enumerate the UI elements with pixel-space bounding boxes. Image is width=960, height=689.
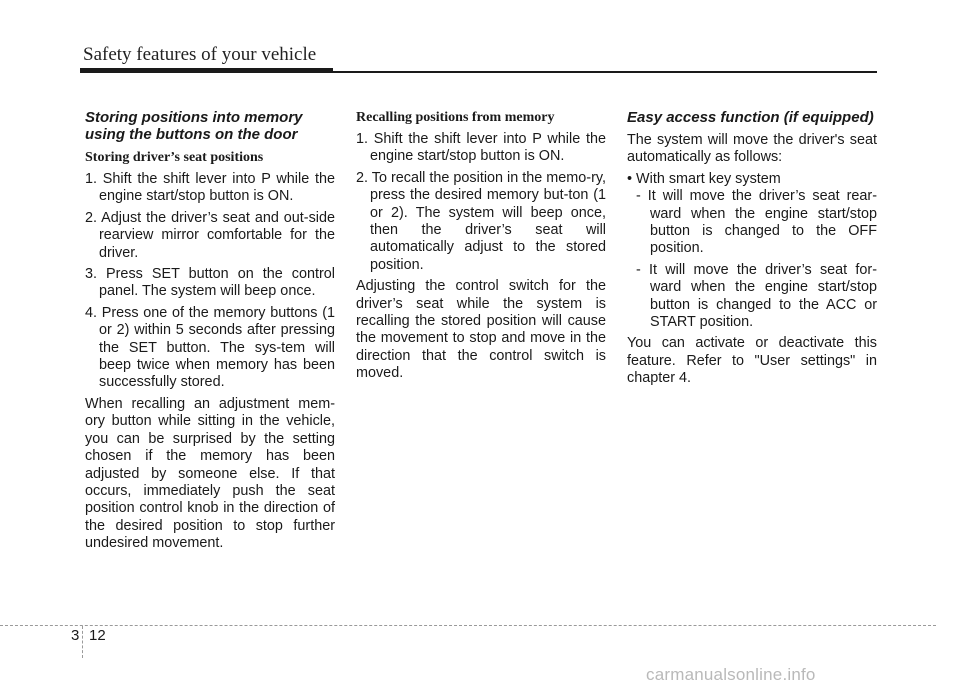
storing-caution-paragraph: When recalling an adjustment mem-ory button while sitting in the vehicle, you can be surprised by the setting chosen if the memory has been adjusted by someone else. If that occurs, immediately push the seat position control knob in the direction of the desired position to stop further undesired movement.	[85, 395, 335, 552]
column-storing-positions	[85, 109, 335, 557]
header-rule-thick	[80, 68, 333, 73]
header-rule-thin	[333, 71, 877, 73]
sub-title-recalling: Recalling positions from memory	[356, 110, 555, 125]
list-item: 4. Press one of the memory buttons (1 or 2) within 5 seconds after pressing the SET button. The sys-tem will beep twice when memory has been successfully stored.	[85, 304, 335, 391]
easy-access-settings-note: You can activate or deactivate this feature. Refer to "User settings" in chapter 4.	[627, 335, 877, 387]
column-easy-access	[627, 109, 877, 392]
column-recalling-positions	[356, 109, 606, 387]
list-item: - It will move the driver’s seat for-ward when the engine start/stop button is changed to the ACC or START position.	[636, 261, 877, 331]
list-item: 2. Adjust the driver’s seat and out-side rearview mirror comfortable for the driver.	[85, 209, 335, 261]
list-item: 3. Press SET button on the control panel. The system will beep once.	[85, 266, 335, 300]
recalling-steps-list	[356, 131, 606, 274]
page-chapter-number: 3	[71, 627, 80, 644]
page-number-separator	[82, 626, 83, 658]
watermark-text: carmanualsonline.info	[646, 665, 816, 684]
list-item: 1. Shift the shift lever into P while the engine start/stop button is ON.	[356, 131, 606, 165]
recalling-note-paragraph: Adjusting the control switch for the driver’s seat while the system is recalling the stored position will cause the movement to stop and move in the direction that the control switch is moved.	[356, 278, 606, 382]
list-item: - It will move the driver’s seat rear-ward when the engine start/stop button is changed to the OFF position.	[636, 188, 877, 257]
footer-dashed-rule	[0, 625, 936, 626]
section-title-storing: Storing positions into memory using the buttons on the door	[85, 109, 303, 143]
easy-access-dash-list	[627, 188, 877, 331]
storing-steps-list	[85, 171, 335, 392]
page-header-title: Safety features of your vehicle	[83, 44, 317, 65]
sub-title-storing-driver-seat: Storing driver’s seat positions	[85, 150, 264, 165]
page-number: 12	[89, 627, 106, 644]
smart-key-bullet: • With smart key system	[627, 170, 781, 187]
list-item: 1. Shift the shift lever into P while the engine start/stop button is ON.	[85, 171, 335, 205]
section-title-easy-access: Easy access function (if equipped)	[627, 109, 874, 126]
list-item: 2. To recall the position in the memo-ry, press the desired memory but-ton (1 or 2). The system will beep once, then the driver’s seat will automatically adjust to the stored position.	[356, 169, 606, 273]
easy-access-intro: The system will move the driver's seat automatically as follows:	[627, 132, 877, 166]
